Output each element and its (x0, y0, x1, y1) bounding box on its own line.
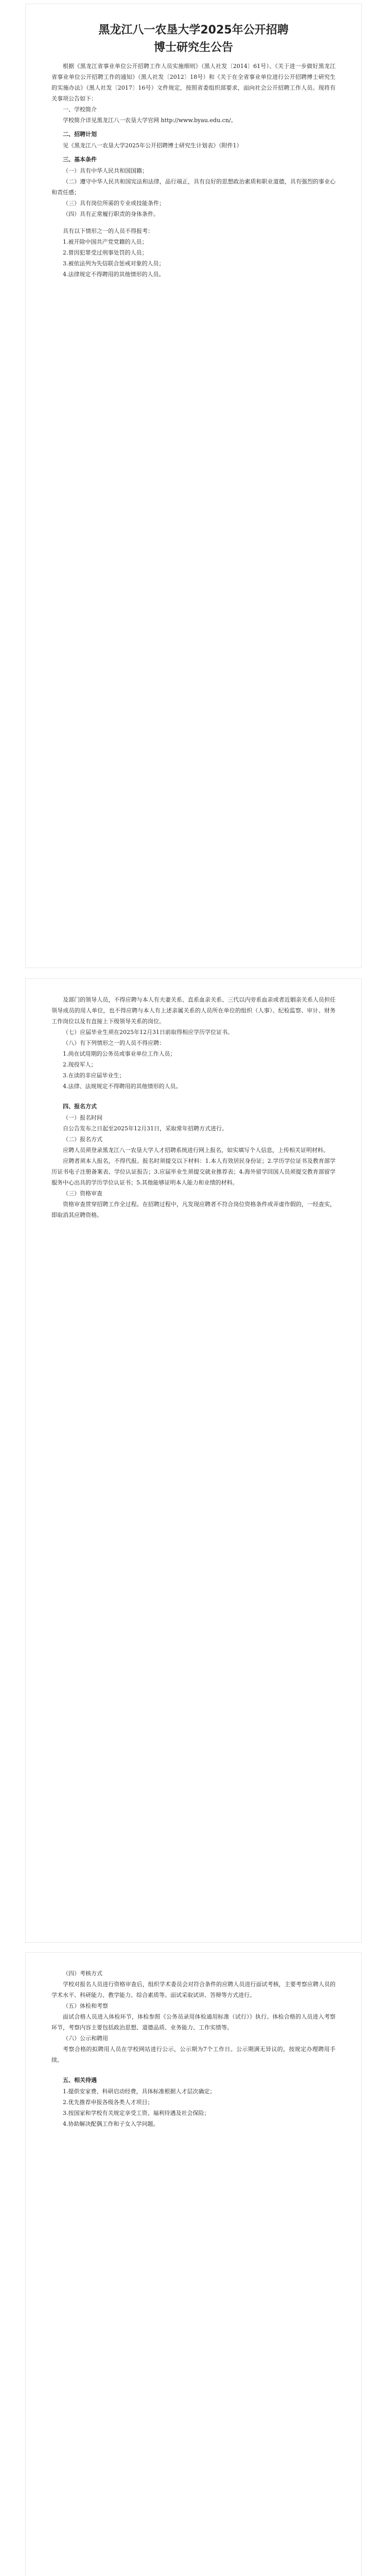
section-heading: 五、相关待遇 (63, 2077, 97, 2083)
page-1-content (51, 61, 336, 280)
paragraph: 3.被依法列为失信联合惩戒对象的人员； (63, 260, 165, 267)
paragraph: 1.被开除中国共产党党籍的人员； (63, 239, 148, 245)
paragraph: 3.按国家和学校有关规定享受工资、福利待遇及社会保险； (63, 2110, 210, 2116)
paragraph: 及部门的领导人员，不得应聘与本人有夫妻关系、直系血亲关系、三代以内旁系血亲或者近姻亲关系人员担任领导成员的用人单位，也不得应聘与本人有上述亲属关系的人员所在单位的组织（人事）、纪检监察、审计、财务工作岗位以及有直接上下级领导关系的岗位。 (51, 996, 336, 1025)
paragraph: 2.现役军人； (63, 1061, 97, 1068)
document-page-1 (26, 4, 361, 968)
paragraph: 1.提供安家费、科研启动经费，具体标准根据人才层次确定； (63, 2088, 216, 2095)
paragraph: 4.法律规定不得聘用的其他情形的人员。 (63, 271, 165, 278)
paragraph: 应聘者须本人报名，不得代报。报名时须提交以下材料：1.本人有效居民身份证；2.学历学位证书及教育部学历证书电子注册备案表、学位认证报告；3.应届毕业生须提交就业推荐表；4.海外留学回国人员须提交教育部留学服务中心出具的学历学位认证书；5.其他能够证明本人能力和业绩的材料。 (51, 1158, 336, 1186)
paragraph: 学校对报名人员进行资格审查后，组织学术委员会对符合条件的应聘人员进行面试考核，主要考察应聘人员的学术水平、科研能力、教学能力、综合素质等。面试采取试讲、答辩等方式进行。 (51, 1981, 336, 1998)
paragraph: 资格审查贯穿招聘工作全过程。在招聘过程中，凡发现应聘者不符合岗位资格条件或弄虚作假的，一经查实，即取消其应聘资格。 (51, 1201, 336, 1218)
paragraph: 面试合格人员进入体检环节，体检参照《公务员录用体检通用标准（试行）》执行。体检合格的人员进入考察环节，考察内容主要包括政治思想、道德品质、业务能力、工作实绩等。 (51, 2013, 336, 2031)
paragraph: 1.尚在试用期的公务员或事业单位工作人员； (63, 1050, 176, 1057)
paragraph: （四）考核方式 (63, 1970, 102, 1977)
paragraph: 考察合格的拟聘用人员在学校网站进行公示，公示期为7个工作日。公示期满无异议的，按规定办理聘用手续。 (51, 2046, 336, 2063)
paragraph: （二）遵守中华人民共和国宪法和法律，品行端正，具有良好的思想政治素质和职业道德，具有强烈的事业心和责任感； (51, 178, 336, 196)
paragraph: （六）公示和聘用 (63, 2035, 108, 2042)
paragraph: （八）有下列情形之一的人员不得应聘： (63, 1040, 165, 1046)
paragraph: 4.法律、法规规定不得聘用的其他情形的人员。 (63, 1083, 182, 1090)
paragraph: 2.曾因犯罪受过刑事处罚的人员； (63, 249, 148, 256)
paragraph: （四）具有正常履行职责的身体条件。 (63, 211, 159, 217)
page-2-content (51, 994, 336, 1221)
section-heading: 四、报名方式 (63, 1103, 97, 1110)
document-page-2 (26, 979, 361, 1942)
paragraph: 一、学校简介 (63, 106, 97, 113)
paragraph: （七）应届毕业生须在2025年12月31日前取得相应学历学位证书。 (63, 1029, 233, 1036)
section-heading: 二、招聘计划 (63, 131, 97, 138)
section-heading: 三、基本条件 (63, 156, 97, 163)
paragraph: 4.协助解决配偶工作和子女入学问题。 (63, 2121, 159, 2127)
paragraph: 3.在读的非应届毕业生； (63, 1072, 125, 1079)
paragraph-gap (51, 219, 336, 226)
paragraph: 根据《黑龙江省事业单位公开招聘工作人员实施细则》（黑人社发〔2014〕61号）、《关于进一步做好黑龙江省事业单位公开招聘工作的通知》（黑人社发〔2012〕18号）和《关于在全省事业单位进行公开招聘博士研究生的实施办法》（黑人社发〔2017〕16号）文件规定，按照省委组织部要求，面向社会公开招聘工作人员。现将有关事项公告如下： (51, 63, 336, 102)
title-line-2: 博士研究生公告 (153, 41, 233, 54)
title-line-1: 黑龙江八一农垦大学2025年公开招聘 (98, 24, 289, 37)
document-title (51, 22, 336, 57)
paragraph: 学校简介详见黑龙江八一农垦大学官网 http://www.byau.edu.cn/。 (63, 117, 237, 124)
document-page-3 (26, 1953, 361, 2576)
paragraph-gap (51, 2065, 336, 2072)
paragraph-gap (51, 1092, 336, 1098)
paragraph: 具有以下情形之一的人员不得报考： (63, 228, 153, 234)
paragraph: 见《黑龙江八一农垦大学2025年公开招聘博士研究生计划表》（附件1） (63, 142, 242, 149)
paragraph: （三）资格审查 (63, 1190, 102, 1197)
paragraph: 应聘人员须登录黑龙江八一农垦大学人才招聘系统进行网上报名，如实填写个人信息，上传相关证明材料。 (63, 1147, 329, 1154)
paragraph: （二）报名方式 (63, 1136, 102, 1143)
paragraph: 2.优先推荐申报各级各类人才项目； (63, 2099, 153, 2106)
paragraph: （一）具有中华人民共和国国籍； (63, 167, 148, 174)
paragraph: 自公告发布之日起至2025年12月31日，采取常年招聘方式进行。 (63, 1125, 227, 1132)
paragraph: （一）报名时间 (63, 1114, 102, 1121)
page-3-content (51, 1968, 336, 2129)
paragraph: （三）具有岗位所需的专业或技能条件； (63, 200, 165, 207)
paragraph: （五）体检和考察 (63, 2003, 108, 2009)
